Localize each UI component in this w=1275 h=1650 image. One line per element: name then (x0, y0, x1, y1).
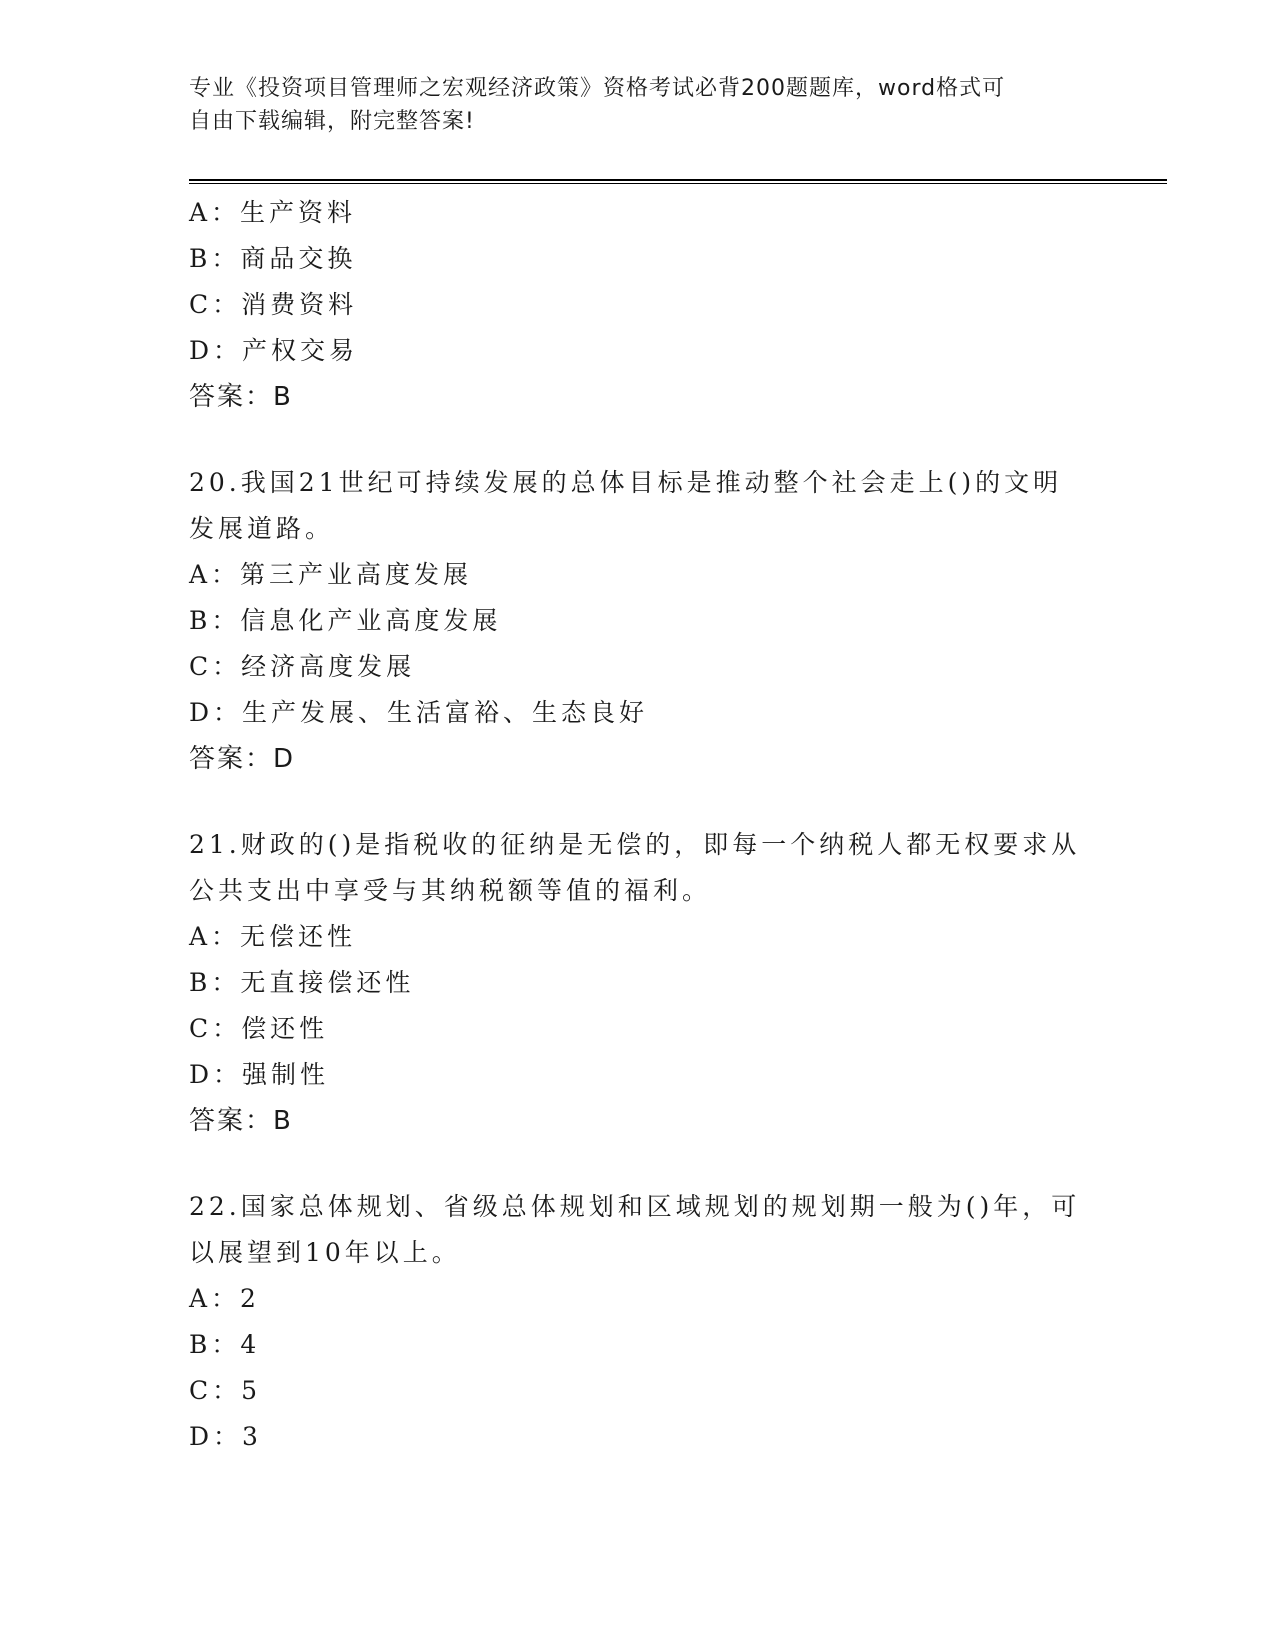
option-c: C：消费资料 (189, 290, 358, 319)
header-rule-thick (189, 179, 1167, 181)
option-b: B：无直接偿还性 (189, 968, 415, 997)
answer-line: 答案：B (189, 1106, 293, 1136)
option-a: A：生产资料 (189, 198, 357, 227)
question-20 (189, 460, 1089, 782)
header-line-2: 自由下载编辑，附完整答案! (189, 109, 475, 134)
answer-line: 答案：D (189, 744, 296, 774)
question-21 (189, 822, 1089, 1144)
question-19-options (189, 190, 1089, 420)
header-rule-thin (189, 183, 1167, 184)
question-stem: 21.财政的()是指税收的征纳是无偿的，即每一个纳税人都无权要求从 (189, 830, 1081, 859)
option-b: B：商品交换 (189, 244, 357, 273)
spacer (189, 1144, 1089, 1184)
option-a: A：第三产业高度发展 (189, 560, 473, 589)
option-a: A：无偿还性 (189, 922, 357, 951)
document-header (189, 72, 1069, 138)
question-stem-cont: 公共支出中享受与其纳税额等值的福利。 (189, 876, 712, 905)
option-a: A：2 (189, 1284, 260, 1313)
question-list (189, 190, 1089, 1460)
spacer (189, 782, 1089, 822)
option-b: B：信息化产业高度发展 (189, 606, 502, 635)
option-c: C：经济高度发展 (189, 652, 416, 681)
option-d: D：强制性 (189, 1060, 330, 1089)
answer-line: 答案：B (189, 382, 293, 412)
question-stem: 20.我国21世纪可持续发展的总体目标是推动整个社会走上()的文明 (189, 468, 1063, 497)
option-b: B：4 (189, 1330, 261, 1359)
header-line-1: 专业《投资项目管理师之宏观经济政策》资格考试必背200题题库，word格式可 (189, 76, 1006, 101)
option-d: D：产权交易 (189, 336, 359, 365)
option-c: C：5 (189, 1376, 262, 1405)
question-stem-cont: 发展道路。 (189, 514, 335, 543)
question-22 (189, 1184, 1089, 1460)
question-stem: 22.国家总体规划、省级总体规划和区域规划的规划期一般为()年，可 (189, 1192, 1081, 1221)
spacer (189, 420, 1089, 460)
question-stem-cont: 以展望到10年以上。 (189, 1238, 461, 1267)
option-d: D：3 (189, 1422, 262, 1451)
option-d: D：生产发展、生活富裕、生态良好 (189, 698, 649, 727)
option-c: C：偿还性 (189, 1014, 329, 1043)
